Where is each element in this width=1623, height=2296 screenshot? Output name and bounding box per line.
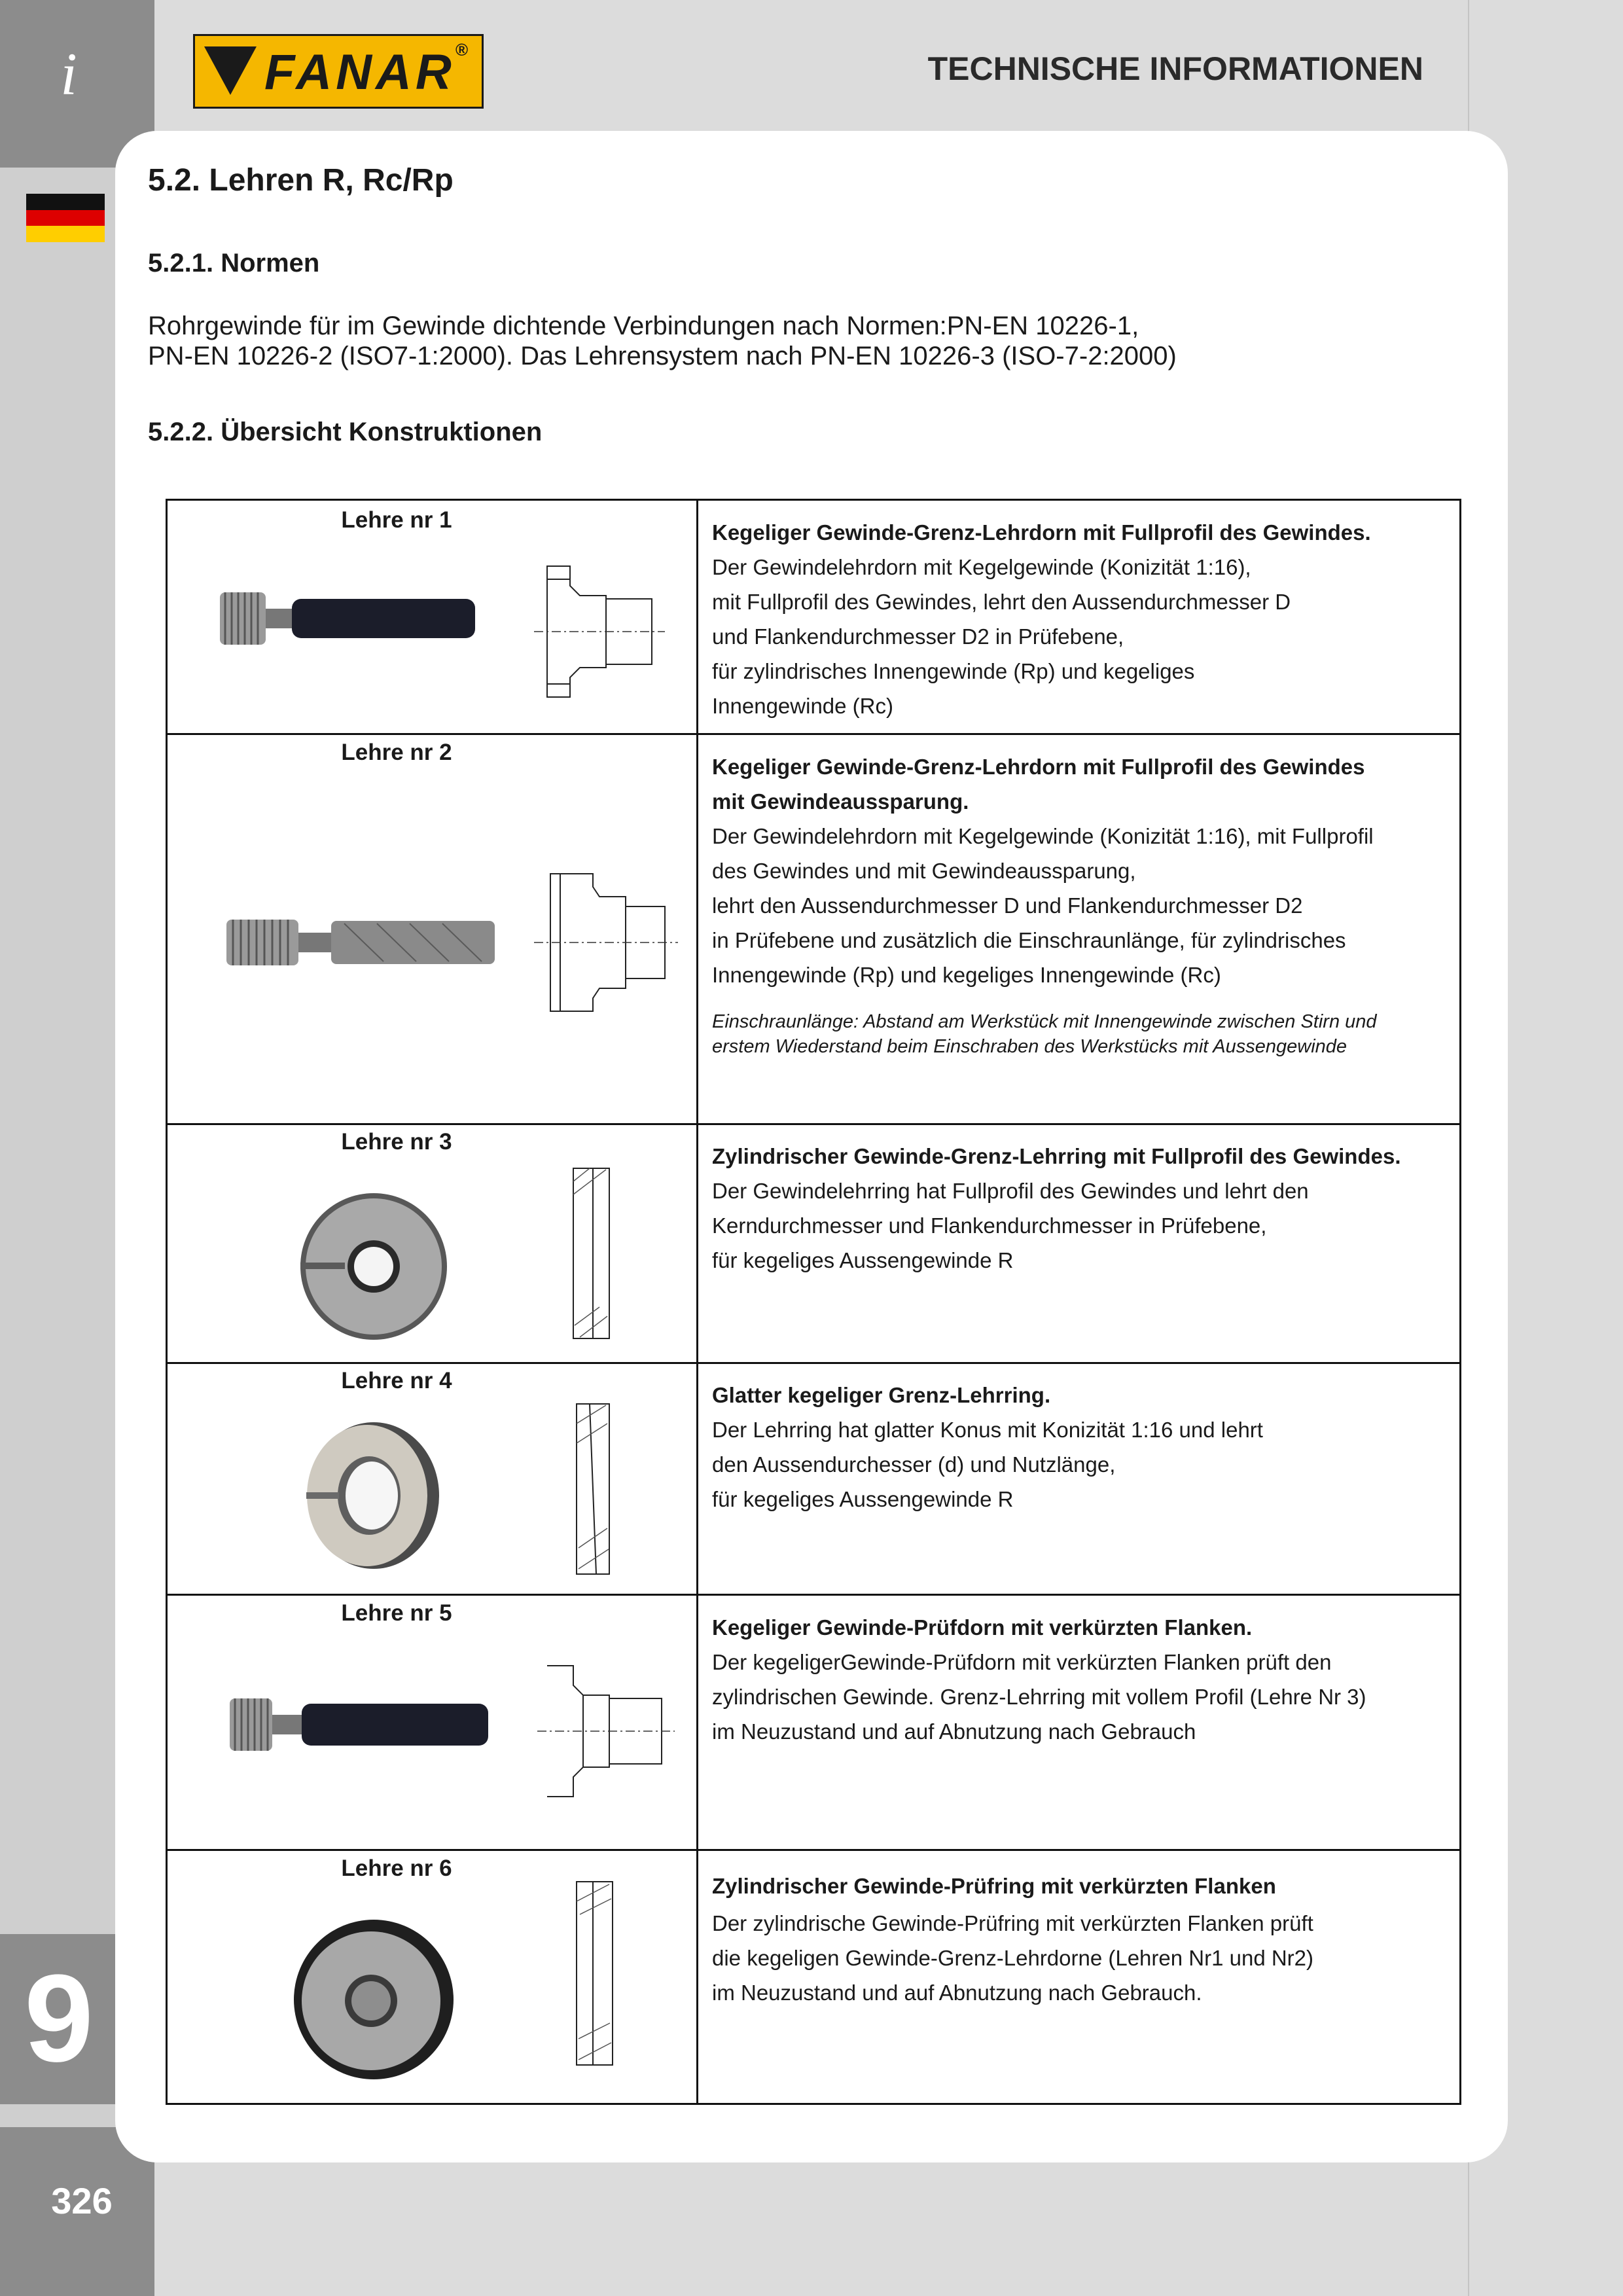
gauge-5-label: Lehre nr 5	[341, 1600, 452, 1626]
thread-ring-gauge-photo	[295, 1188, 452, 1345]
gauge-2-description	[712, 749, 1377, 1059]
row-divider	[168, 1123, 1459, 1125]
gauge-3-line: Kerndurchmesser und Flankendurchmesser in Prüfebene,	[712, 1213, 1267, 1238]
thread-plug-gauge-drawing	[534, 560, 665, 704]
gauge-4-title: Glatter kegeliger Grenz-Lehrring.	[712, 1383, 1051, 1407]
gauge-6-title: Zylindrischer Gewinde-Prüfring mit verkürzten Flanken	[712, 1874, 1276, 1898]
gauge-3-label: Lehre nr 3	[341, 1129, 452, 1155]
header-title: TECHNISCHE INFORMATIONEN	[927, 50, 1423, 87]
check-plug-gauge-photo	[223, 1685, 498, 1764]
gauge-4-line: Der Lehrring hat glatter Konus mit Konizität 1:16 und lehrt	[712, 1418, 1263, 1442]
gauge-6-line: die kegeligen Gewinde-Grenz-Lehrdorne (Lehren Nr1 und Nr2)	[712, 1946, 1314, 1970]
page-number: 326	[51, 2180, 113, 2221]
plain-ring-gauge-photo	[298, 1414, 449, 1577]
gauge-5-line: zylindrischen Gewinde. Grenz-Lehrring mit vollem Profil (Lehre Nr 3)	[712, 1685, 1366, 1709]
gauge-6-line: im Neuzustand und auf Abnutzung nach Gebrauch.	[712, 1981, 1202, 2005]
chapter-number: 9	[24, 1949, 94, 2088]
gauge-3-title: Zylindrischer Gewinde-Grenz-Lehrring mit Fullprofil des Gewindes.	[712, 1144, 1401, 1168]
gauge-2-line: Der Gewindelehrdorn mit Kegelgewinde (Konizität 1:16), mit Fullprofil	[712, 824, 1374, 848]
gauge-1-line: für zylindrisches Innengewinde (Rp) und kegeliges	[712, 659, 1195, 683]
gauge-4-line: für kegeliges Aussengewinde R	[712, 1487, 1014, 1511]
gauge-2-line: in Prüfebene und zusätzlich die Einschraunlänge, für zylindrisches	[712, 928, 1346, 952]
gauge-overview-table	[166, 499, 1461, 2105]
gauge-3-line: für kegeliges Aussengewinde R	[712, 1248, 1014, 1272]
check-ring-gauge-drawing	[560, 1875, 626, 2072]
gauge-4-description	[712, 1378, 1263, 1516]
fanar-logo	[193, 34, 484, 109]
thread-ring-gauge-drawing	[560, 1162, 619, 1345]
info-letter: i	[60, 41, 77, 107]
gauge-1-line: Der Gewindelehrdorn mit Kegelgewinde (Konizität 1:16),	[712, 555, 1251, 579]
german-flag-icon	[26, 194, 105, 242]
gauge-5-description	[712, 1610, 1366, 1749]
thread-plug-gauge-with-recess-photo	[220, 906, 508, 978]
gauge-6-description	[712, 1869, 1313, 2010]
logo-wordmark: FANAR	[264, 45, 455, 100]
gauge-6-label: Lehre nr 6	[341, 1856, 452, 1881]
intro-text-line-2: PN-EN 10226-2 (ISO7-1:2000). Das Lehrensystem nach PN-EN 10226-3 (ISO-7-2:2000)	[148, 342, 1177, 370]
gauge-4-label: Lehre nr 4	[341, 1368, 452, 1393]
section-overview-heading: 5.2.2. Übersicht Konstruktionen	[148, 418, 543, 446]
flag-stripe-black	[26, 194, 105, 210]
flag-stripe-gold	[26, 226, 105, 242]
intro-text-line-1: Rohrgewinde für im Gewinde dichtende Verbindungen nach Normen:PN-EN 10226-1,	[148, 312, 1139, 340]
page-heading: 5.2. Lehren R, Rc/Rp	[148, 163, 454, 198]
gauge-1-line: mit Fullprofil des Gewindes, lehrt den Aussendurchmesser D	[712, 590, 1291, 614]
gauge-5-line: Der kegeligerGewinde-Prüfdorn mit verkürzten Flanken prüft den	[712, 1650, 1332, 1674]
flag-stripe-red	[26, 210, 105, 226]
check-plug-gauge-drawing	[537, 1659, 675, 1803]
gauge-3-description	[712, 1139, 1401, 1278]
gauge-5-line: im Neuzustand und auf Abnutzung nach Gebrauch	[712, 1719, 1196, 1744]
logo-registered-mark: ®	[455, 40, 469, 60]
gauge-2-line: des Gewindes und mit Gewindeaussparung,	[712, 859, 1136, 883]
check-ring-gauge-photo	[289, 1914, 459, 2085]
thread-plug-gauge-with-recess-drawing	[534, 867, 678, 1018]
gauge-1-label: Lehre nr 1	[341, 507, 452, 533]
gauge-2-label: Lehre nr 2	[341, 740, 452, 765]
gauge-5-title: Kegeliger Gewinde-Prüfdorn mit verkürzten Flanken.	[712, 1615, 1253, 1640]
gauge-1-line: und Flankendurchmesser D2 in Prüfebene,	[712, 624, 1124, 649]
column-divider	[696, 501, 698, 2103]
row-divider	[168, 1362, 1459, 1364]
section-norms-heading: 5.2.1. Normen	[148, 249, 320, 278]
gauge-1-description	[712, 515, 1371, 723]
gauge-2-note: erstem Wiederstand beim Einschraben des Werkstücks mit Aussengewinde	[712, 1036, 1347, 1057]
gauge-2-title: Kegeliger Gewinde-Grenz-Lehrdorn mit Fullprofil des Gewindes	[712, 755, 1365, 779]
row-divider	[168, 1594, 1459, 1596]
gauge-6-line: Der zylindrische Gewinde-Prüfring mit verkürzten Flanken prüft	[712, 1911, 1313, 1935]
gauge-4-line: den Aussendurchesser (d) und Nutzlänge,	[712, 1452, 1116, 1477]
gauge-2-line: Innengewinde (Rp) und kegeliges Innengewinde (Rc)	[712, 963, 1221, 987]
gauge-2-note: Einschraunlänge: Abstand am Werkstück mit Innengewinde zwischen Stirn und	[712, 1011, 1377, 1032]
gauge-1-line: Innengewinde (Rc)	[712, 694, 893, 718]
gauge-3-line: Der Gewindelehrring hat Fullprofil des Gewindes und lehrt den	[712, 1179, 1309, 1203]
row-divider	[168, 1849, 1459, 1851]
gauge-2-line: lehrt den Aussendurchmesser D und Flankendurchmesser D2	[712, 893, 1303, 918]
gauge-1-title: Kegeliger Gewinde-Grenz-Lehrdorn mit Fullprofil des Gewindes.	[712, 520, 1371, 545]
thread-plug-gauge-photo	[213, 579, 488, 658]
gauge-2-title: mit Gewindeaussparung.	[712, 789, 969, 814]
logo-v-icon	[204, 46, 257, 95]
row-divider	[168, 733, 1459, 735]
plain-ring-gauge-drawing	[560, 1397, 619, 1581]
